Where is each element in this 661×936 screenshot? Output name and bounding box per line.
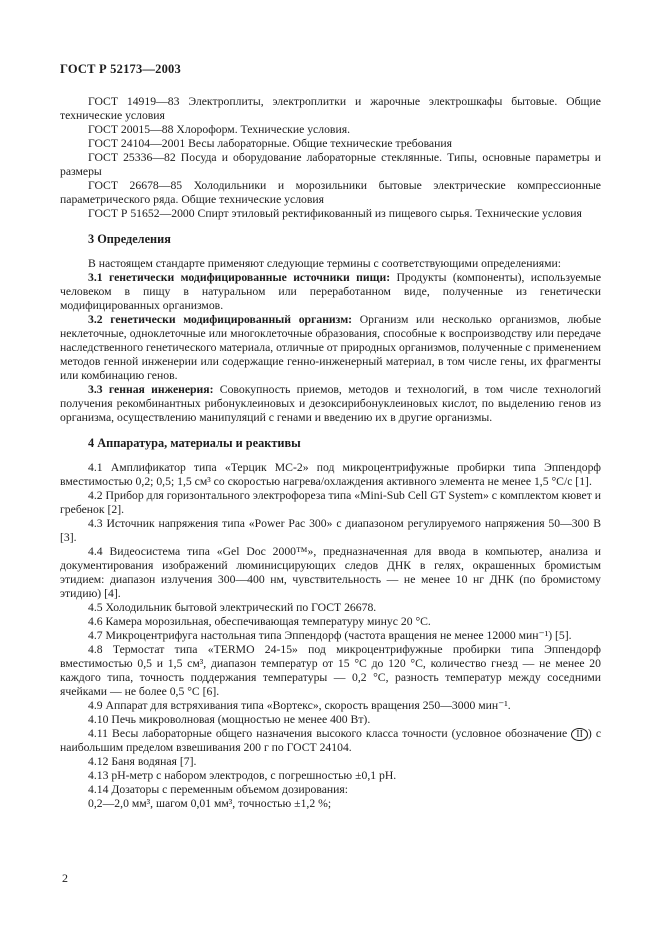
item-4-2: 4.2 Прибор для горизонтального электрофореза типа «Mini-Sub Cell GT System» с комплектом кювет и гребенок [2].	[60, 489, 601, 516]
item-4-6: 4.6 Камера морозильная, обеспечивающая температуру минус 20 °С.	[88, 615, 431, 628]
dosing-range-line: 0,2—2,0 мм³, шагом 0,01 мм³, точностью ±1,2 %;	[88, 797, 332, 810]
item-4-8: 4.8 Термостат типа «TERMO 24-15» под микроцентрифужные пробирки типа Эппендорф вместимостью 0,5 и 1,5 см³, диапазон температур от 15 °С до 120 °С, количество гнезд — не менее 20 каждого типа, точность поддержания температуры — 0,2 °С, разность температур между соседними ячейками — не более 0,5 °С [6].	[60, 643, 601, 698]
definition-3-2	[60, 313, 601, 383]
reference-item: ГОСТ 24104—2001 Весы лабораторные. Общие технические требования	[88, 137, 453, 150]
reference-item: ГОСТ 14919—83 Электроплиты, электроплитки и жарочные электрошкафы бытовые. Общие технические условия	[60, 95, 601, 122]
item-4-10: 4.10 Печь микроволновая (мощностью не менее 400 Вт).	[88, 713, 371, 726]
definition-3-2-text: Организм или несколько организмов, любые неклеточные, одноклеточные или многоклеточные образования, способные к воспроизводству или передаче наследственного генетического материала, отличные от природных организмов, полученные с применением методов генной инженерии или содержащие генно-инженерный материал, в том числе гены, их фрагменты или комбинацию генов.	[60, 313, 602, 382]
page-content	[60, 95, 601, 811]
definition-3-1	[60, 271, 601, 313]
definition-3-2-term: 3.2 генетически модифицированный организм:	[88, 313, 353, 326]
item-4-7: 4.7 Микроцентрифуга настольная типа Эппендорф (частота вращения не менее 12000 мин⁻¹) [5].	[88, 629, 572, 642]
item-4-3: 4.3 Источник напряжения типа «Power Pac 300» с диапазоном регулируемого напряжения 50—300 В [3].	[60, 517, 601, 544]
item-4-1: 4.1 Амплификатор типа «Терцик МС-2» под микроцентрифужные пробирки типа Эппендорф вместимостью 0,2; 0,5; 1,5 см³ со скоростью нагрева/охлаждения активного элемента не менее 1,5 °С/с [1].	[60, 461, 601, 488]
item-4-11-text2: ) с наибольшим пределом взвешивания 200 г по ГОСТ 24104.	[60, 727, 602, 754]
item-4-9: 4.9 Аппарат для встряхивания типа «Вортекс», скорость вращения 250—3000 мин⁻¹.	[88, 699, 511, 712]
gost-document-number: ГОСТ Р 52173—2003	[60, 62, 181, 76]
item-4-12: 4.12 Баня водяная [7].	[88, 755, 197, 768]
reference-item: ГОСТ Р 51652—2000 Спирт этиловый ректификованный из пищевого сырья. Технические условия	[88, 207, 582, 220]
reference-item: ГОСТ 26678—85 Холодильники и морозильники бытовые электрические компрессионные параметрического ряда. Общие технические условия	[60, 179, 601, 206]
item-4-4: 4.4 Видеосистема типа «Gel Doc 2000™», предназначенная для ввода в компьютер, анализа и документирования изображений люминисцирующих следов ДНК в гелях, окрашенных бромистым этидием: диапазон излучения 300—400 нм, чувствительность — не менее 10 нг ДНК (по бромистому этидию) [4].	[60, 545, 601, 600]
definition-3-1-text: Продукты (компоненты), используемые человеком в пищу в натуральном или переработанном виде, полученные из генетически модифицированных организмов.	[60, 271, 602, 312]
section-3-intro: В настоящем стандарте применяют следующие термины с соответствующими определениями:	[88, 257, 562, 270]
definition-3-3-text: Совокупность приемов, методов и технологий, в том числе технологий получения рекомбинантных рибонуклеиновых и дезоксирибонуклеиновых кислот, по выделению генов из организма, осуществлению манипуляций с генами и введению их в другие организмы.	[60, 383, 601, 424]
definition-3-3-term: 3.3 генная инженерия:	[88, 383, 214, 396]
section-4-heading: 4 Аппаратура, материалы и реактивы	[88, 436, 301, 450]
item-4-14: 4.14 Дозаторы с переменным объемом дозирования:	[88, 783, 349, 796]
item-4-11-text: 4.11 Весы лабораторные общего назначения высокого класса точности (условное обозначение	[88, 727, 568, 740]
reference-item: ГОСТ 25336—82 Посуда и оборудование лабораторные стеклянные. Типы, основные параметры и размеры	[60, 151, 601, 178]
definition-3-1-term: 3.1 генетически модифицированные источники пищи:	[88, 271, 391, 284]
page-number: 2	[62, 871, 68, 885]
definition-3-3	[60, 383, 601, 425]
item-4-11	[60, 727, 601, 755]
item-4-5: 4.5 Холодильник бытовой электрический по ГОСТ 26678.	[88, 601, 377, 614]
item-4-13: 4.13 рН-метр с набором электродов, с погрешностью ±0,1 рН.	[88, 769, 397, 782]
section-3-heading: 3 Определения	[88, 232, 171, 246]
reference-item: ГОСТ 20015—88 Хлороформ. Технические условия.	[88, 123, 350, 136]
accuracy-class-ii-symbol: II	[571, 728, 588, 741]
